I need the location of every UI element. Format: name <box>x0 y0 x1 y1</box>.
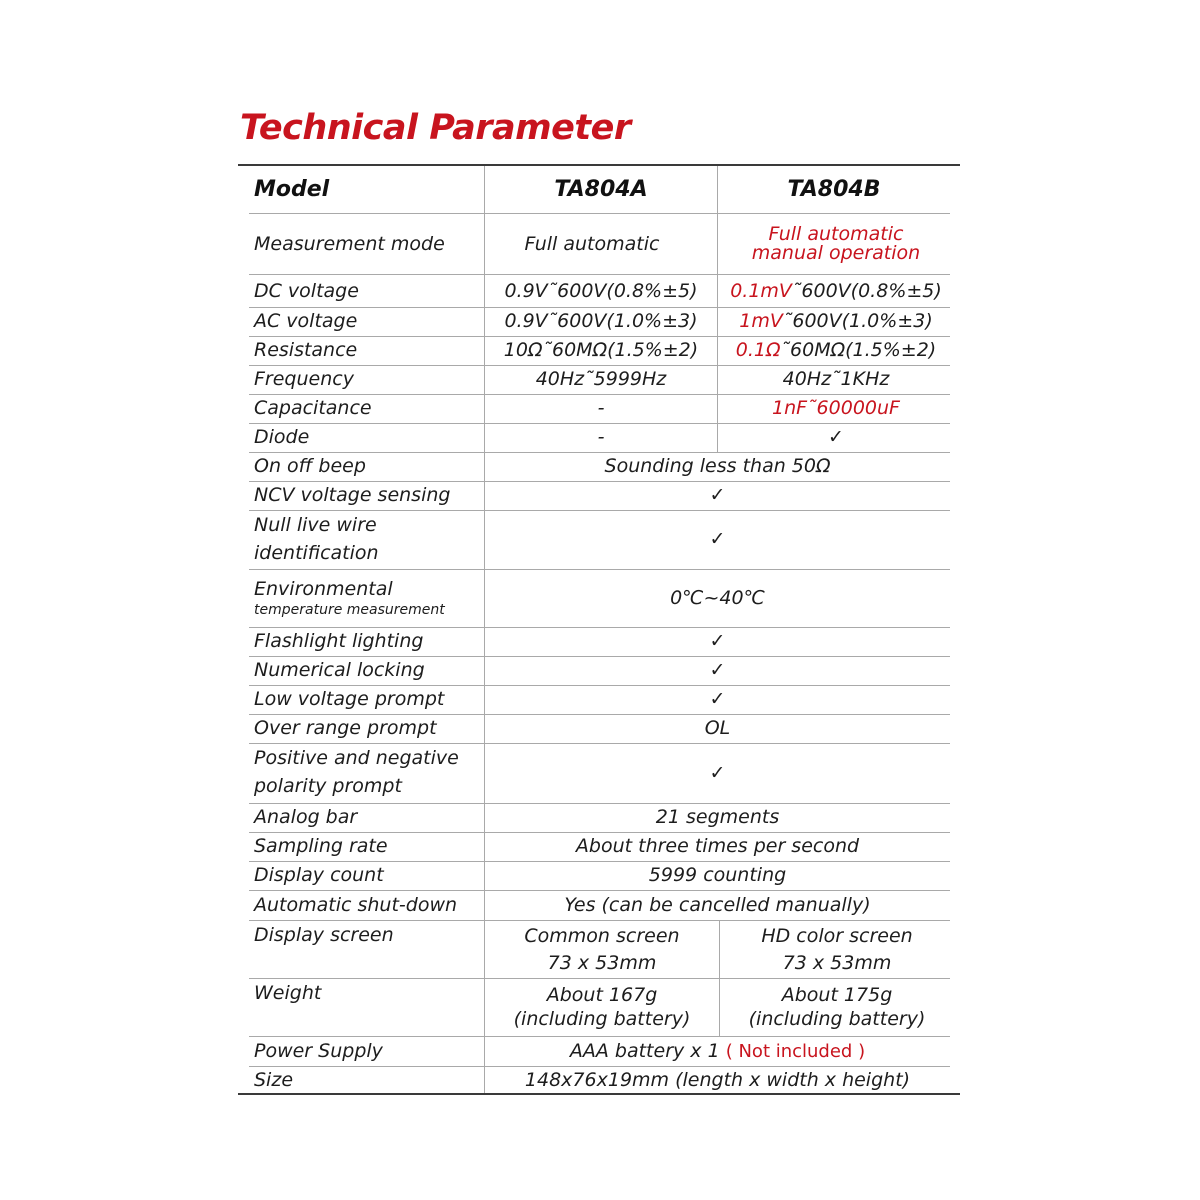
value-auto-shutdown: Yes (can be cancelled manually) <box>564 893 871 916</box>
label-display-count: Display count <box>254 864 384 887</box>
ta804a-weight-note: (including battery) <box>513 1007 691 1030</box>
label-weight: Weight <box>254 982 322 1004</box>
label-env-line1: Environmental <box>254 577 393 600</box>
label-environmental-temp <box>254 569 482 627</box>
ta804b-frequency: 40Hz˜1KHz <box>782 368 890 391</box>
ta804b-dc-range: ˜600V(0.8%±5) <box>791 279 942 302</box>
label-power-supply: Power Supply <box>254 1040 383 1063</box>
label-size: Size <box>254 1068 294 1091</box>
label-low-voltage: Low voltage prompt <box>254 688 445 711</box>
table-bottom-rule <box>238 1093 960 1095</box>
value-environmental-temp: 0℃~40℃ <box>670 586 765 609</box>
label-on-off-beep: On off beep <box>254 455 366 478</box>
label-diode: Diode <box>254 426 310 449</box>
power-supply-battery: AAA battery x 1 <box>569 1040 720 1063</box>
ta804a-capacitance: - <box>597 397 605 420</box>
power-supply-note: ( Not included ) <box>725 1041 866 1063</box>
label-display-screen: Display screen <box>254 924 394 946</box>
label-ac-voltage: AC voltage <box>254 310 358 333</box>
value-size: 148x76x19mm (length x width x height) <box>524 1068 911 1091</box>
ta804a-ac-voltage: 0.9V˜600V(1.0%±3) <box>504 310 698 333</box>
label-resistance: Resistance <box>254 339 358 362</box>
ta804b-res-min: 0.1Ω <box>735 339 781 362</box>
value-sampling-rate: About three times per second <box>575 835 860 858</box>
ta804a-weight-value: About 167g <box>546 983 658 1006</box>
ta804a-measurement-mode: Full automatic <box>524 232 660 255</box>
value-display-count: 5999 counting <box>648 864 787 887</box>
ta804a-display-screen <box>485 921 719 978</box>
ta804b-dc-voltage <box>718 275 954 307</box>
ta804b-ac-min: 1mV <box>739 310 783 333</box>
label-dc-voltage: DC voltage <box>254 279 359 302</box>
value-on-off-beep: Sounding less than 50Ω <box>604 455 831 478</box>
ta804a-weight <box>485 979 719 1036</box>
label-ncv: NCV voltage sensing <box>254 484 451 507</box>
ta804a-frequency: 40Hz˜5999Hz <box>535 368 667 391</box>
ta804b-screen-size: 73 x 53mm <box>782 951 892 974</box>
ta804b-measurement-mode <box>718 214 954 274</box>
ta804b-capacitance: 1nF˜60000uF <box>772 397 900 420</box>
label-null-live-line1: Null live wire <box>254 513 377 536</box>
header-ta804b: TA804B <box>787 176 881 202</box>
ta804b-ac-voltage <box>718 307 954 336</box>
ta804b-display-screen <box>720 921 954 978</box>
ta804a-dc-voltage: 0.9V˜600V(0.8%±5) <box>504 279 698 302</box>
value-over-range: OL <box>704 717 731 740</box>
ta804b-ac-range: ˜600V(1.0%±3) <box>782 310 933 333</box>
header-ta804a: TA804A <box>554 176 648 202</box>
label-frequency: Frequency <box>254 368 354 391</box>
label-polarity <box>254 743 482 803</box>
label-env-line2: temperature measurement <box>254 602 445 619</box>
ta804b-resistance <box>718 336 954 365</box>
ta804b-diode-check-icon: ✓ <box>828 426 844 449</box>
value-power-supply <box>485 1037 950 1066</box>
label-measurement-mode: Measurement mode <box>254 232 445 255</box>
ta804b-weight-note: (including battery) <box>748 1007 926 1030</box>
header-model: Model <box>254 176 330 202</box>
flashlight-check-icon: ✓ <box>709 630 726 653</box>
label-sampling-rate: Sampling rate <box>254 835 388 858</box>
page-title: Technical Parameter <box>240 108 631 148</box>
label-numerical-locking: Numerical locking <box>254 659 425 682</box>
ta804a-resistance: 10Ω˜60MΩ(1.5%±2) <box>503 339 699 362</box>
ta804b-dc-min: 0.1mV <box>730 279 792 302</box>
ta804a-diode: - <box>597 426 605 449</box>
label-null-live-line2: identification <box>254 541 379 564</box>
polarity-check-icon: ✓ <box>709 761 726 784</box>
low-voltage-check-icon: ✓ <box>709 688 726 711</box>
ncv-check-icon: ✓ <box>709 484 726 507</box>
label-capacitance: Capacitance <box>254 397 372 420</box>
label-flashlight: Flashlight lighting <box>254 630 424 653</box>
label-over-range: Over range prompt <box>254 717 437 740</box>
ta804a-screen-type: Common screen <box>524 924 680 947</box>
ta804a-screen-size: 73 x 53mm <box>547 951 657 974</box>
label-auto-shutdown: Automatic shut-down <box>254 893 458 916</box>
numerical-locking-check-icon: ✓ <box>709 659 726 682</box>
ta804b-weight-value: About 175g <box>781 983 893 1006</box>
ta804b-screen-type: HD color screen <box>761 924 913 947</box>
label-null-live-wire <box>254 510 482 569</box>
label-analog-bar: Analog bar <box>254 806 358 829</box>
label-polarity-line1: Positive and negative <box>254 747 459 770</box>
ta804b-weight <box>720 979 954 1036</box>
null-live-check-icon: ✓ <box>709 528 726 551</box>
ta804b-res-range: ˜60MΩ(1.5%±2) <box>780 339 937 362</box>
value-analog-bar: 21 segments <box>655 806 780 829</box>
label-polarity-line2: polarity prompt <box>254 775 402 797</box>
ta804b-mode-line2: manual operation <box>751 242 921 264</box>
ta804b-mode-line1: Full automatic <box>768 223 904 245</box>
